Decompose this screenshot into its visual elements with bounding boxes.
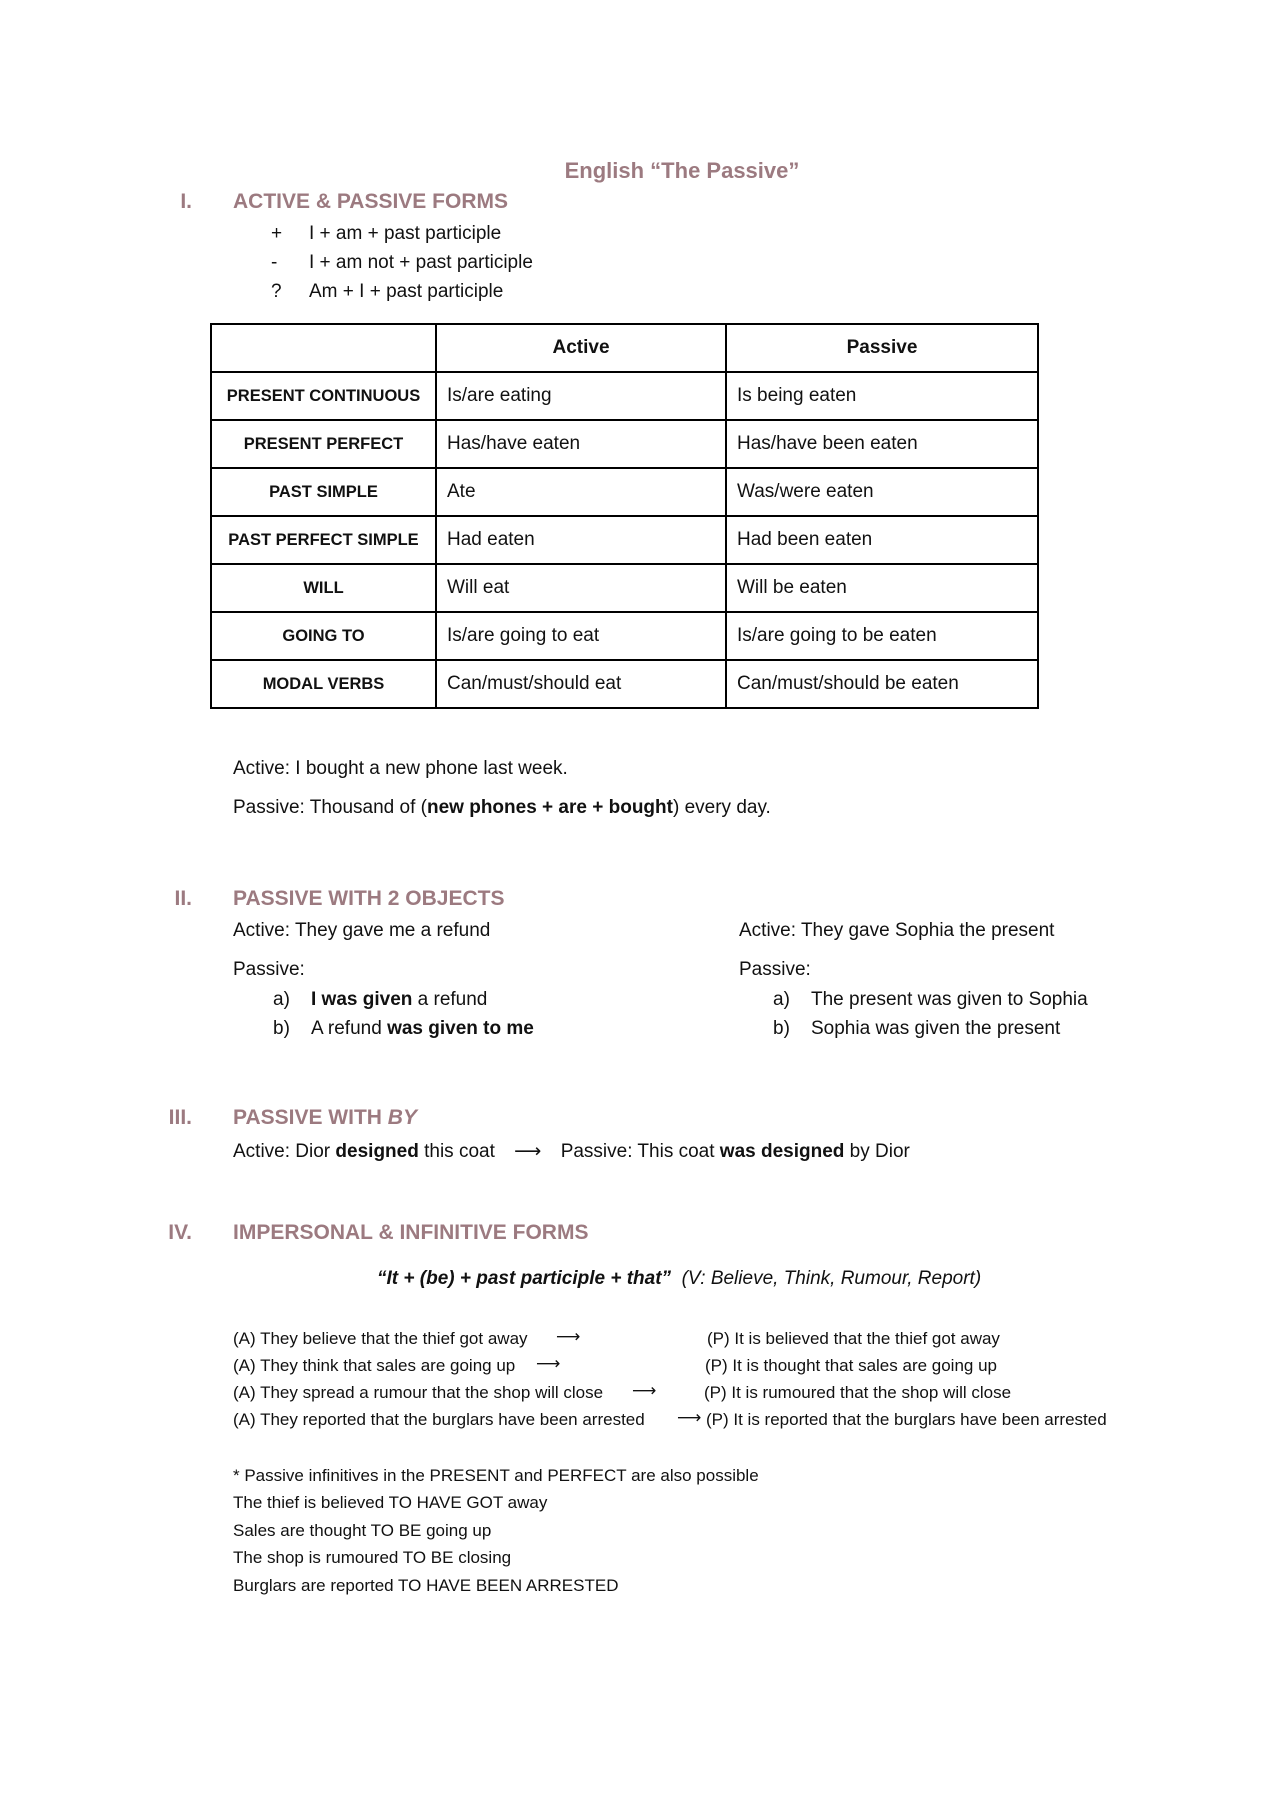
section-2-heading: PASSIVE WITH 2 OBJECTS xyxy=(233,887,505,910)
arrow-right-icon: ⟶ xyxy=(677,1408,702,1427)
active-pre: Active: Dior xyxy=(233,1141,336,1162)
section-3-heading xyxy=(233,1106,417,1130)
active-cell: Can/must/should eat xyxy=(436,660,726,708)
formula-rest: (V: Believe, Think, Rumour, Report) xyxy=(671,1268,982,1289)
table-row xyxy=(211,516,1038,564)
table-row xyxy=(211,612,1038,660)
pair-active: (A) They believe that the thief got away xyxy=(233,1329,528,1348)
item-rest: a refund xyxy=(412,989,488,1010)
form-line-affirmative xyxy=(271,223,501,245)
pair-passive: (P) It is thought that sales are going up xyxy=(705,1356,998,1375)
active-cell: Is/are eating xyxy=(436,372,726,420)
section-1-numeral: I. xyxy=(180,190,192,213)
arrow-right-icon: ⟶ xyxy=(536,1354,561,1373)
two-objects-left-passive-label: Passive: xyxy=(233,959,305,980)
passive-post: by Dior xyxy=(844,1141,910,1162)
two-objects-left-item-b xyxy=(273,1018,534,1040)
tense-cell: WILL xyxy=(211,564,436,612)
table-row xyxy=(211,564,1038,612)
table-header-passive: Passive xyxy=(726,324,1038,372)
formula-bold: “It + (be) + past participle + that” xyxy=(377,1268,672,1289)
list-letter: b) xyxy=(773,1018,790,1039)
tense-cell: PAST SIMPLE xyxy=(211,468,436,516)
section-3-numeral: III. xyxy=(168,1106,192,1129)
two-objects-right-passive-label: Passive: xyxy=(739,959,811,980)
item-bold: was given to me xyxy=(387,1018,534,1039)
item-bold: I was given xyxy=(311,989,413,1010)
form-line-negative xyxy=(271,252,533,274)
table-header-active: Active xyxy=(436,324,726,372)
section-4-numeral: IV. xyxy=(168,1221,192,1244)
active-cell: Has/have eaten xyxy=(436,420,726,468)
passive-pre: Passive: This coat xyxy=(560,1141,720,1162)
two-objects-right-active: Active: They gave Sophia the present xyxy=(739,920,1055,941)
passive-cell: Is/are going to be eaten xyxy=(726,612,1038,660)
tense-cell: MODAL VERBS xyxy=(211,660,436,708)
example-passive-bold: new phones + are + bought xyxy=(426,797,673,818)
tense-table xyxy=(210,323,1039,709)
list-letter: b) xyxy=(273,1018,290,1039)
active-cell: Ate xyxy=(436,468,726,516)
active-bold: designed xyxy=(335,1141,419,1162)
section-4-heading: IMPERSONAL & INFINITIVE FORMS xyxy=(233,1221,589,1244)
form-symbol: - xyxy=(271,252,278,273)
active-post: this coat xyxy=(418,1141,495,1162)
note-line: Sales are thought TO BE going up xyxy=(233,1521,492,1540)
note-line: Burglars are reported TO HAVE BEEN ARRESTED xyxy=(233,1576,619,1595)
table-row xyxy=(211,372,1038,420)
pair-active: (A) They reported that the burglars have been arrested xyxy=(233,1410,645,1429)
table-header-tense xyxy=(211,324,436,372)
heading-italic: BY xyxy=(387,1106,417,1129)
form-line-question xyxy=(271,281,503,303)
form-symbol: ? xyxy=(271,281,282,302)
passive-cell: Was/were eaten xyxy=(726,468,1038,516)
document-title: English “The Passive” xyxy=(564,158,800,183)
note-line: * Passive infinitives in the PRESENT and PERFECT are also possible xyxy=(233,1466,759,1485)
tense-cell: PAST PERFECT SIMPLE xyxy=(211,516,436,564)
form-text: I + am not + past participle xyxy=(309,252,533,273)
item-text: The present was given to Sophia xyxy=(811,989,1088,1010)
example-passive-pre: Passive: Thousand of ( xyxy=(233,797,427,818)
active-cell: Had eaten xyxy=(436,516,726,564)
section-2-numeral: II. xyxy=(174,887,192,910)
pair-passive: (P) It is believed that the thief got away xyxy=(707,1329,1000,1348)
by-example xyxy=(233,1140,910,1163)
example-active: Active: I bought a new phone last week. xyxy=(233,758,568,779)
example-passive-post: ) every day. xyxy=(672,797,771,818)
two-objects-right-item-a xyxy=(773,989,1088,1011)
pair-passive: (P) It is reported that the burglars have been arrested xyxy=(706,1410,1107,1429)
tense-cell: GOING TO xyxy=(211,612,436,660)
list-letter: a) xyxy=(273,989,290,1010)
pair-passive: (P) It is rumoured that the shop will close xyxy=(704,1383,1012,1402)
arrow-right-icon: ⟶ xyxy=(632,1381,657,1400)
table-row xyxy=(211,468,1038,516)
active-cell: Will eat xyxy=(436,564,726,612)
tense-cell: PRESENT PERFECT xyxy=(211,420,436,468)
form-text: Am + I + past participle xyxy=(309,281,504,302)
note-line: The thief is believed TO HAVE GOT away xyxy=(233,1493,548,1512)
passive-cell: Will be eaten xyxy=(726,564,1038,612)
active-cell: Is/are going to eat xyxy=(436,612,726,660)
heading-text: PASSIVE WITH xyxy=(233,1106,388,1129)
passive-cell: Can/must/should be eaten xyxy=(726,660,1038,708)
arrow-right-icon: ⟶ xyxy=(556,1327,581,1346)
pair-active: (A) They think that sales are going up xyxy=(233,1356,516,1375)
note-line: The shop is rumoured TO BE closing xyxy=(233,1548,512,1567)
tense-cell: PRESENT CONTINUOUS xyxy=(211,372,436,420)
list-letter: a) xyxy=(773,989,790,1010)
passive-cell: Is being eaten xyxy=(726,372,1038,420)
table-row xyxy=(211,420,1038,468)
passive-cell: Had been eaten xyxy=(726,516,1038,564)
table-header-row xyxy=(211,324,1038,372)
passive-bold: was designed xyxy=(719,1141,845,1162)
two-objects-left-active: Active: They gave me a refund xyxy=(233,920,491,941)
form-symbol: + xyxy=(271,223,283,244)
impersonal-formula xyxy=(377,1268,981,1290)
form-text: I + am + past participle xyxy=(309,223,502,244)
two-objects-right-item-b xyxy=(773,1018,1060,1040)
two-objects-left-item-a xyxy=(273,989,487,1011)
table-row xyxy=(211,660,1038,708)
section-1-heading: ACTIVE & PASSIVE FORMS xyxy=(233,190,508,213)
pair-active: (A) They spread a rumour that the shop will close xyxy=(233,1383,604,1402)
item-pre: A refund xyxy=(311,1018,388,1039)
passive-cell: Has/have been eaten xyxy=(726,420,1038,468)
arrow-right-icon: ⟶ xyxy=(514,1141,542,1162)
item-text: Sophia was given the present xyxy=(811,1018,1061,1039)
example-passive xyxy=(233,797,771,819)
